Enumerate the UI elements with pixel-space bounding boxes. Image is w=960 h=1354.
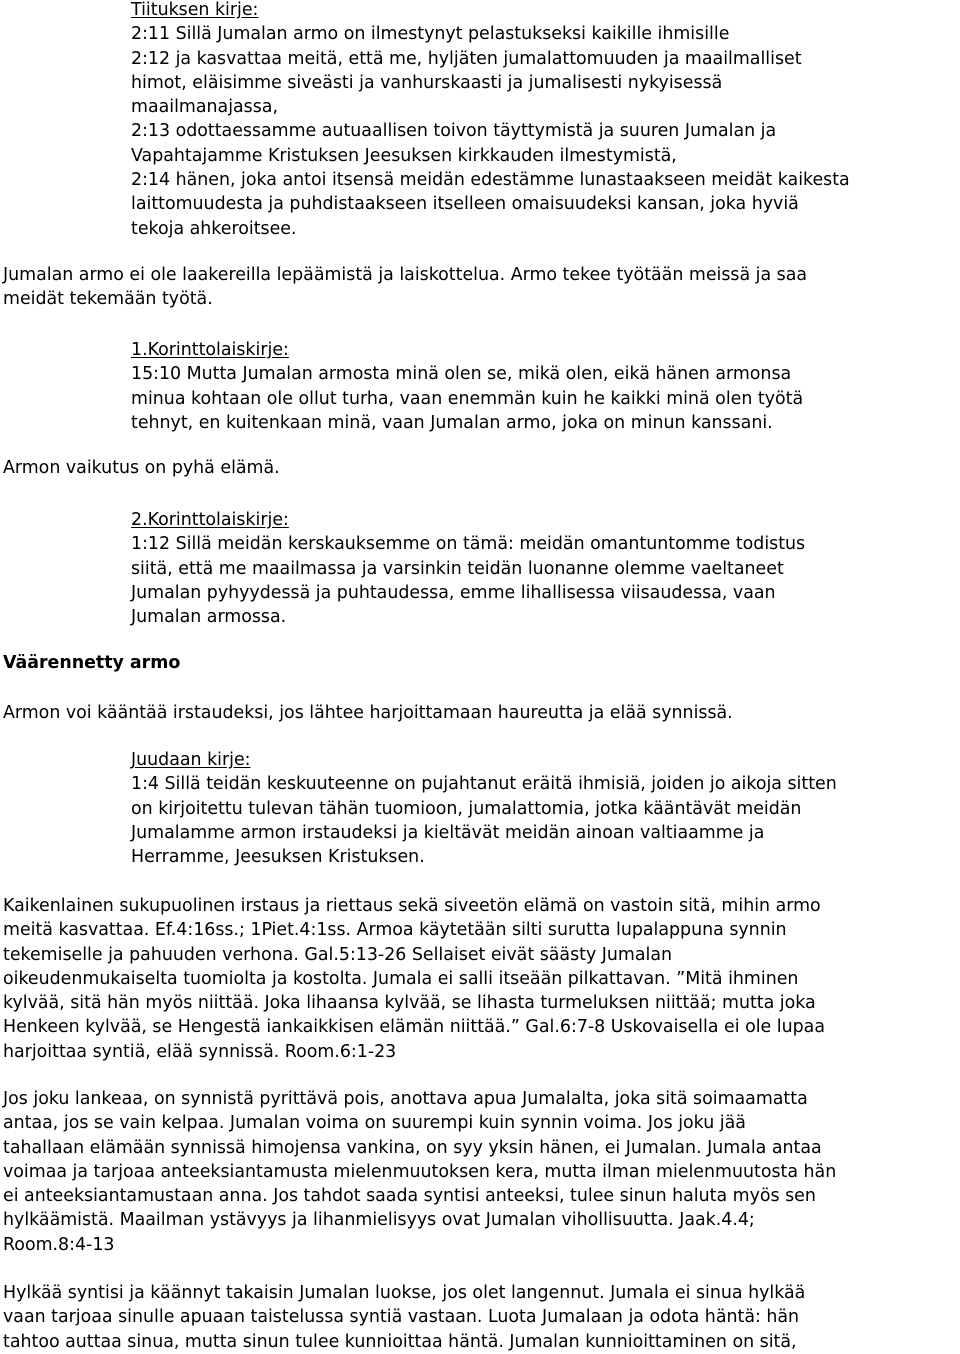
text-line: minua kohtaan ole ollut turha, vaan enemmän kuin he kaikki minä olen työtä <box>131 388 804 409</box>
text-line: Jumalamme armon irstaudeksi ja kieltävät meidän ainoan valtiaamme ja <box>131 822 765 843</box>
text-line: himot, eläisimme siveästi ja vanhurskaasti ja jumalisesti nykyisessä <box>131 72 723 93</box>
text-line: Hylkää syntisi ja käännyt takaisin Jumalan luokse, jos olet langennut. Jumala ei sinua hylkää <box>3 1283 806 1303</box>
text-line: laittomuudesta ja puhdistaakseen itselleen omaisuudeksi kansan, joka hyviä <box>131 194 799 215</box>
quote-jude <box>131 748 960 869</box>
text-line: Jumalan armo ei ole laakereilla lepäämistä ja laiskottelua. Armo tekee työtään meissä ja saa <box>3 265 808 285</box>
text-line: 2:12 ja kasvattaa meitä, että me, hyljäten jumalattomuuden ja maailmalliset <box>131 48 802 69</box>
text-line: hylkäämistä. Maailman ystävyys ja lihanmielisyys ovat Jumalan vihollisuutta. Jaak.4.4; <box>3 1210 755 1231</box>
text-line: tekoja ahkeroitsee. <box>131 218 297 239</box>
quote-1-corinthians <box>131 338 960 435</box>
quote-reference: Juudaan kirje: <box>131 750 251 770</box>
text-line: oikeudenmukaiselta tuomiolta ja kostolta. Jumala ei salli itseään pilkattavan. ”Mitä ihminen <box>3 968 799 989</box>
quote-reference: 1.Korinttolaiskirje: <box>131 340 289 360</box>
text-line: vaan tarjoaa sinulle apuaan taistelussa syntiä vastaan. Luota Jumalaan ja odota häntä: hän <box>3 1307 800 1328</box>
text-line: tahtoo auttaa sinua, mutta sinun tulee kunnioittaa häntä. Jumalan kunnioittaminen on sitä, <box>3 1331 797 1352</box>
text-line: meidät tekemään työtä. <box>3 289 213 310</box>
text-line: 15:10 Mutta Jumalan armosta minä olen se, mikä olen, eikä hänen armonsa <box>131 364 792 385</box>
quote-reference: Tiituksen kirje: <box>131 0 259 20</box>
paragraph <box>3 263 960 312</box>
text-line: 1:12 Sillä meidän kerskauksemme on tämä: meidän omantuntomme todistus <box>131 534 806 555</box>
text-line: voimaa ja tarjoaa anteeksiantamusta mielenmuutoksen kera, mutta ilman mielenmuutosta hän <box>3 1161 837 1182</box>
text-line: tehnyt, en kuitenkaan minä, vaan Jumalan armo, joka on minun kanssani. <box>131 412 773 433</box>
text-line: Jumalan pyhyydessä ja puhtaudessa, emme lihallisessa viisaudessa, vaan <box>131 582 776 603</box>
text-line: Jumalan armossa. <box>131 607 287 628</box>
quote-reference: 2.Korinttolaiskirje: <box>131 510 289 530</box>
text-line: meitä kasvattaa. Ef.4:16ss.; 1Piet.4:1ss. Armoa käytetään silti surutta lupalappuna synnin <box>3 920 787 941</box>
text-line: Henkeen kylvää, se Hengestä iankaikkisen elämän niittää.” Gal.6:7-8 Uskovaisella ei ole lupaa <box>3 1017 825 1038</box>
text-line: harjoittaa syntiä, elää synnissä. Room.6:1-23 <box>3 1041 397 1062</box>
text-line: kylvää, sitä hän myös niittää. Joka lihaansa kylvää, se lihasta turmeluksen niittää; mutta joka <box>3 993 816 1014</box>
text-line: 1:4 Sillä teidän keskuuteenne on pujahtanut eräitä ihmisiä, joiden jo aikoja sitten <box>131 774 837 795</box>
text-line: 2:13 odottaessamme autuaallisen toivon täyttymistä ja suuren Jumalan ja <box>131 121 777 142</box>
text-line: on kirjoitettu tulevan tähän tuomioon, jumalattomia, jotka kääntävät meidän <box>131 798 802 819</box>
section-heading <box>3 651 960 675</box>
text-line: Room.8:4-13 <box>3 1234 115 1255</box>
quote-2-corinthians <box>131 508 960 629</box>
text-line: 2:14 hänen, joka antoi itsensä meidän edestämme lunastaakseen meidät kaikesta <box>131 170 850 191</box>
text-line: tahallaan elämään synnissä himojensa vankina, on syy yksin hänen, ei Jumalan. Jumala antaa <box>3 1137 822 1158</box>
paragraph <box>3 456 960 480</box>
heading-text: Väärennetty armo <box>3 653 181 673</box>
paragraph <box>3 894 960 1064</box>
text-line: tekemiselle ja pahuuden verhona. Gal.5:13-26 Sellaiset eivät säästy Jumalan <box>3 944 673 965</box>
quote-titus <box>131 0 960 241</box>
text-line: Armon voi kääntää irstaudeksi, jos lähtee harjoittamaan haureutta ja elää synnissä. <box>3 703 733 723</box>
paragraph <box>3 1281 960 1354</box>
text-line: siitä, että me maailmassa ja varsinkin teidän luonanne olemme vaeltaneet <box>131 558 784 579</box>
text-line: Vapahtajamme Kristuksen Jeesuksen kirkkauden ilmestymistä, <box>131 145 677 166</box>
text-line: ei anteeksiantamustaan anna. Jos tahdot saada syntisi anteeksi, tulee sinun haluta myös sen <box>3 1186 816 1207</box>
text-line: Herramme, Jeesuksen Kristuksen. <box>131 847 425 868</box>
paragraph <box>3 1087 960 1257</box>
text-line: Kaikenlainen sukupuolinen irstaus ja riettaus sekä siveetön elämä on vastoin sitä, mihin armo <box>3 896 821 916</box>
text-line: Armon vaikutus on pyhä elämä. <box>3 458 280 478</box>
text-line: antaa, jos se vain kelpaa. Jumalan voima on suurempi kuin synnin voima. Jos joku jää <box>3 1113 746 1134</box>
paragraph <box>3 701 960 725</box>
text-line: Jos joku lankeaa, on synnistä pyrittävä pois, anottava apua Jumalalta, joka sitä soimaamatta <box>3 1089 808 1109</box>
text-line: 2:11 Sillä Jumalan armo on ilmestynyt pelastukseksi kaikille ihmisille <box>131 24 730 45</box>
text-line: maailmanajassa, <box>131 97 278 118</box>
